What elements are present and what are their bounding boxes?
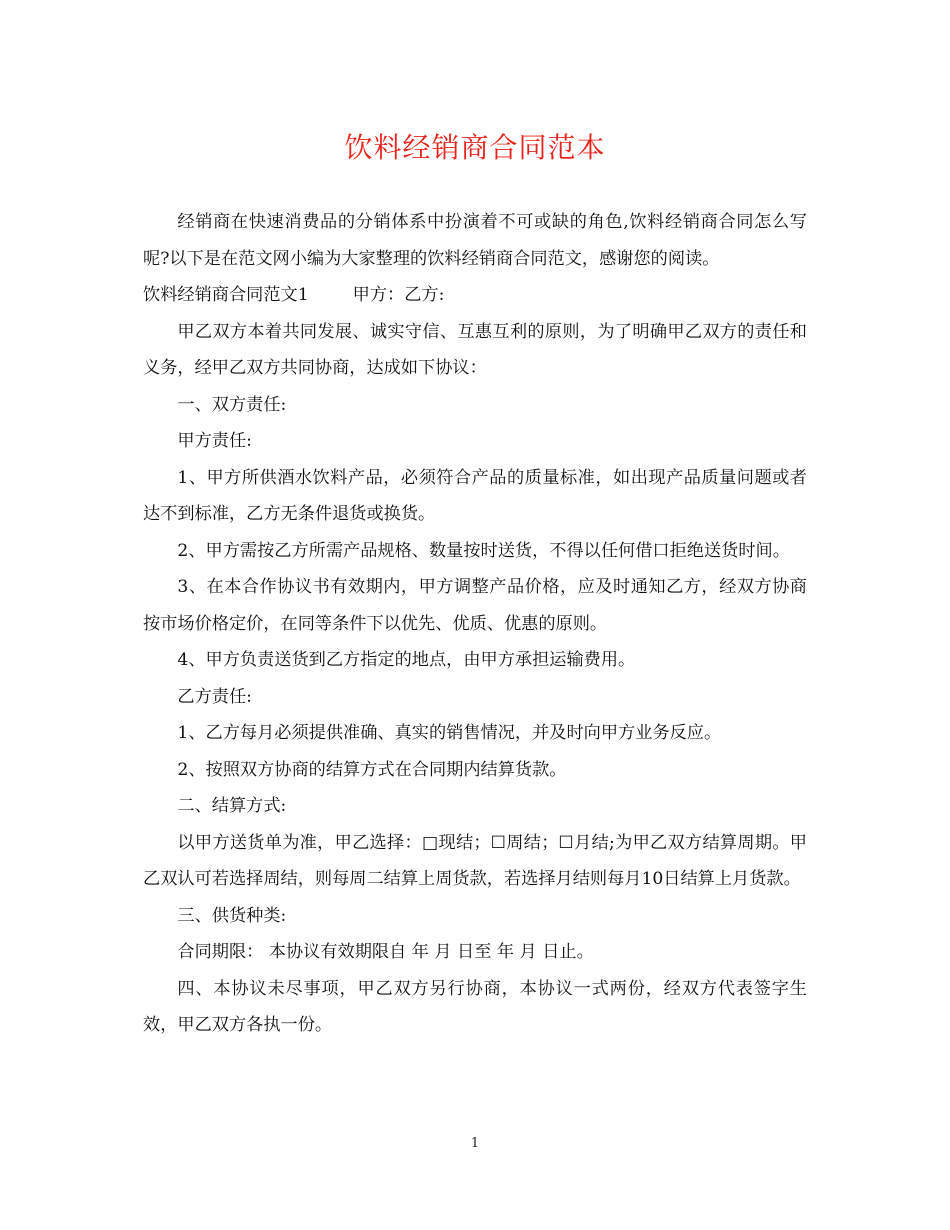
document-title: 饮料经销商合同范本 <box>344 131 606 164</box>
section2-heading: 二、结算方式: <box>177 796 287 816</box>
section3-heading: 三、供货种类: <box>177 905 287 926</box>
page-number: 1 <box>470 1136 480 1151</box>
party-a-item: 4、甲方负责送货到乙方指定的地点，由甲方承担运输费用。 <box>177 650 636 670</box>
party-a-item: 2、甲方需按乙方所需产品规格、数量按时送货，不得以任何借口拒绝送货时间。 <box>177 540 790 561</box>
party-a-item: 3、在本合作协议书有效期内，甲方调整产品价格，应及时通知乙方，经双方协商按市场价格定价，在同等条件下以优先、优质、优惠的原则。 <box>143 577 807 634</box>
section1-heading: 一、双方责任: <box>177 394 287 415</box>
term-paragraph: 合同期限： 本协议有效期限自 年 月 日至 年 月 日止。 <box>177 942 594 962</box>
party-a-item: 1、甲方所供酒水饮料产品，必须符合产品的质量标准，如出现产品质量问题或者达不到标准，乙方无条件退货或换货。 <box>143 467 807 524</box>
section4-paragraph: 四、本协议未尽事项，甲乙双方另行协商，本协议一式两份，经双方代表签字生效，甲乙双方各执一份。 <box>143 978 807 1035</box>
intro-paragraph: 经销商在快速消费品的分销体系中扮演着不可或缺的角色,饮料经销商合同怎么写呢?以下是在范文网小编为大家整理的饮料经销商合同范文，感谢您的阅读。 <box>143 212 807 269</box>
parties-line: 甲方：乙方: <box>352 285 445 305</box>
settlement-paragraph: 以甲方送货单为准，甲乙选择：□现结；☐周结；☐月结;为甲乙双方结算周期。甲乙双认可若选择周结，则每周二结算上周货款，若选择月结则每月10日结算上月货款。 <box>143 832 807 889</box>
sample-heading: 饮料经销商合同范文1 <box>143 285 309 305</box>
sample-heading-line <box>143 277 807 314</box>
party-a-heading: 甲方责任: <box>177 431 252 451</box>
party-b-heading: 乙方责任: <box>177 686 252 707</box>
preamble-paragraph: 甲乙双方本着共同发展、诚实守信、互惠互利的原则，为了明确甲乙双方的责任和义务，经甲乙双方共同协商，达成如下协议： <box>143 321 807 378</box>
document-body <box>143 204 807 1044</box>
party-b-item: 1、乙方每月必须提供准确、真实的销售情况，并及时向甲方业务反应。 <box>177 723 722 743</box>
party-b-item: 2、按照双方协商的结算方式在合同期内结算货款。 <box>177 759 567 780</box>
